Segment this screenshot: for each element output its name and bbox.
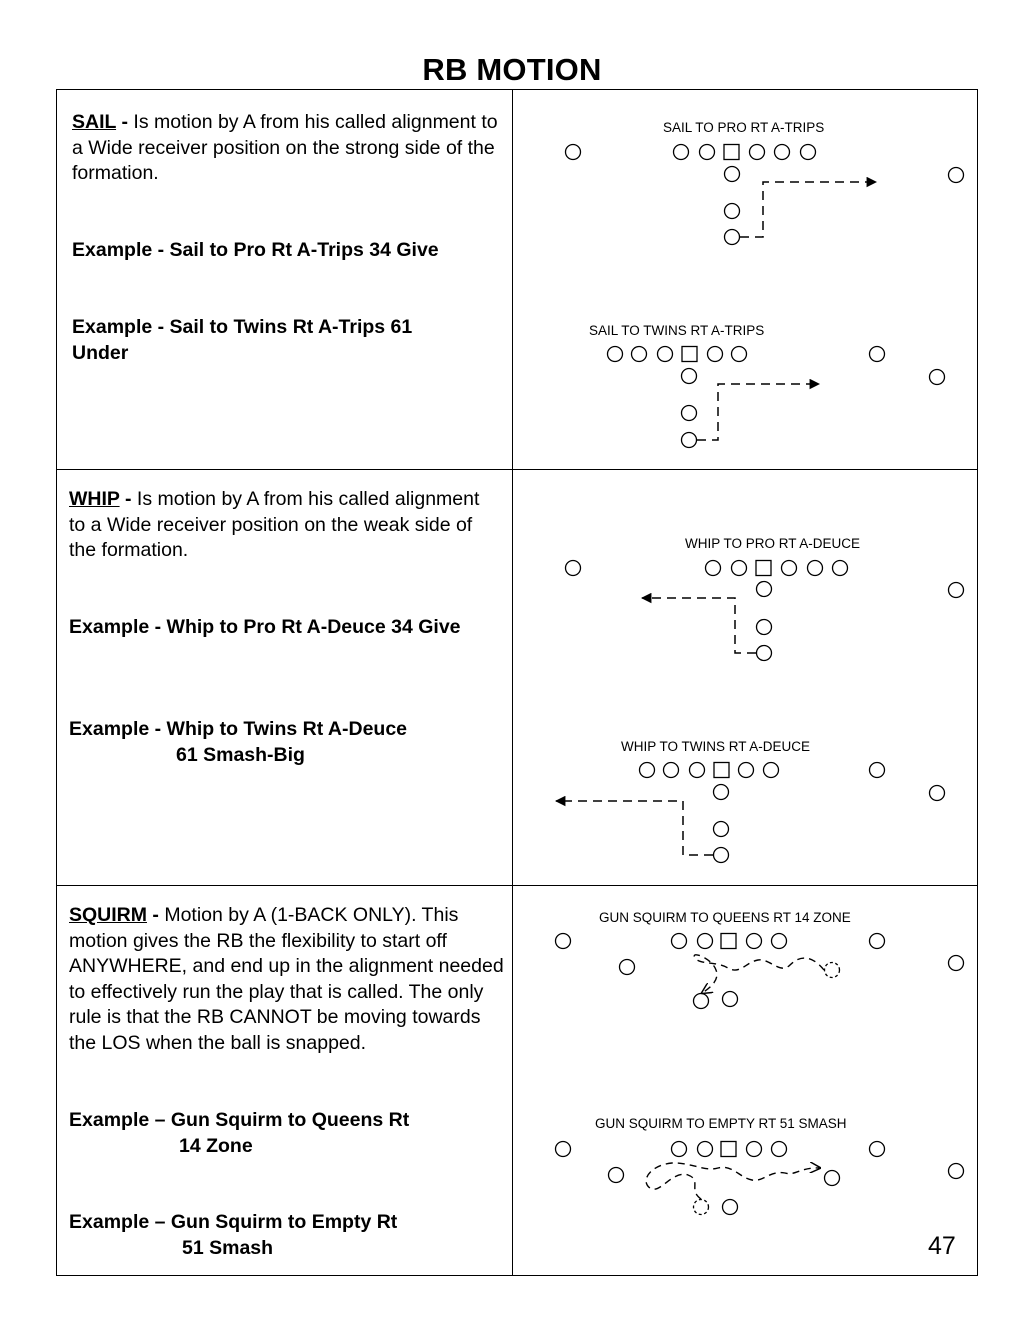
whip-pro-motion-path — [642, 598, 756, 653]
squirm-example-1: Example – Gun Squirm to Queens Rt 14 Zone — [69, 1109, 410, 1157]
sail-example-2: Example - Sail to Twins Rt A-Trips 61 Under — [72, 316, 413, 364]
diagram-title: SAIL TO TWINS RT A-TRIPS — [589, 323, 765, 338]
whip-twins-motion-path — [556, 801, 713, 855]
whip-example-1: Example - Whip to Pro Rt A-Deuce 34 Give — [69, 616, 461, 638]
whip-pro-diagram — [566, 561, 964, 661]
squirm-empty-motion-path — [646, 1163, 820, 1199]
sail-twins-motion-path — [697, 384, 819, 440]
sail-pro-diagram — [566, 145, 964, 245]
sail-term: SAIL — [72, 111, 117, 133]
squirm-description-cell: SQUIRM - Motion by A (1-BACK ONLY). This motion gives the RB the flexibility to start off ANYWHERE, and end up in the alignment needed to effectively run the play that is called. The only rule is that the RB CANNOT be moving towards the LOS when the ball is snapped. — [69, 904, 504, 1054]
sail-example-1: Example - Sail to Pro Rt A-Trips 34 Give — [72, 239, 439, 261]
squirm-queens-motion-path — [694, 955, 824, 993]
page-number: 47 — [928, 1232, 956, 1260]
page-title: RB MOTION — [422, 52, 602, 87]
diagram-title: WHIP TO TWINS RT A-DEUCE — [621, 739, 811, 754]
diagram-title: GUN SQUIRM TO QUEENS RT 14 ZONE — [599, 910, 851, 925]
squirm-queens-diagram — [556, 934, 964, 1009]
sail-description: Is motion by A from his called alignment to a Wide receiver position on the strong side of the formation. — [72, 111, 498, 185]
whip-description: Is motion by A from his called alignment to a Wide receiver position on the weak side of the formation. — [69, 488, 480, 562]
squirm-empty-diagram — [556, 1142, 964, 1215]
squirm-term: SQUIRM — [69, 904, 147, 926]
whip-term: WHIP — [69, 488, 120, 510]
whip-twins-diagram — [640, 763, 945, 863]
diagram-title: SAIL TO PRO RT A-TRIPS — [663, 120, 825, 135]
sail-pro-motion-path — [740, 182, 876, 237]
squirm-example-2: Example – Gun Squirm to Empty Rt 51 Smash — [69, 1211, 398, 1259]
diagram-title: WHIP TO PRO RT A-DEUCE — [685, 536, 861, 551]
squirm-description: Motion by A (1-BACK ONLY). This motion gives the RB the flexibility to start off ANYWHERE, and end up in the alignment needed to effectively run the play that is called. The only rule is that the RB CANNOT be moving towards the LOS when the ball is snapped. — [69, 904, 504, 1054]
sail-twins-diagram — [608, 347, 945, 448]
diagram-title: GUN SQUIRM TO EMPTY RT 51 SMASH — [595, 1116, 847, 1131]
whip-description-cell: WHIP - Is motion by A from his called alignment to a Wide receiver position on the weak side of the formation. — [69, 488, 480, 562]
whip-example-2: Example - Whip to Twins Rt A-Deuce 61 Smash-Big — [69, 718, 408, 766]
sail-description-cell: SAIL - Is motion by A from his called alignment to a Wide receiver position on the strong side of the formation. — [72, 111, 498, 185]
